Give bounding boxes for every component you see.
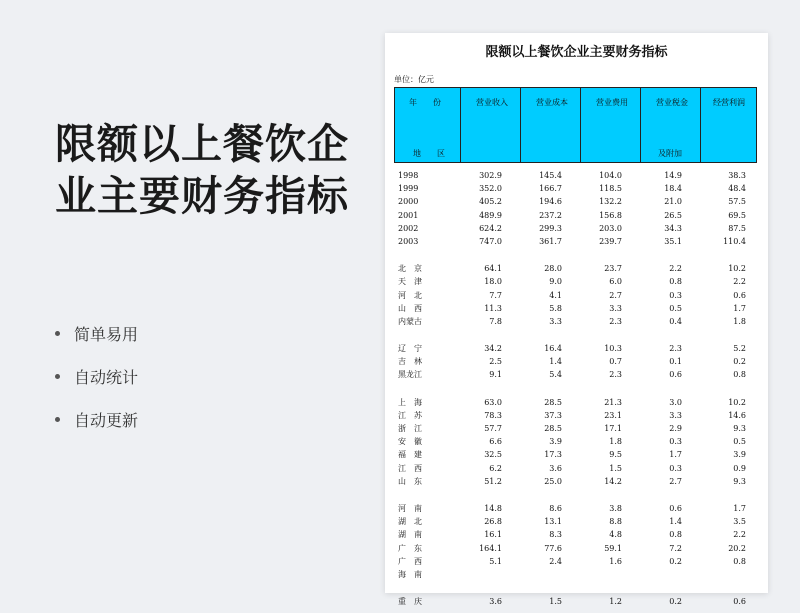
table-row [394,289,757,302]
table-cell: 361.7 [539,236,562,246]
table-cell: 7.7 [489,290,502,300]
table-cell: 1.7 [733,503,746,513]
table-cell: 3.3 [609,303,622,313]
feature-list [55,312,138,441]
header-col-label: 营业费用 [596,98,628,107]
header-year: 年 份 [409,98,441,107]
table-cell: 1.4 [549,357,562,367]
table-cell: 9.3 [733,424,746,433]
table-cell: 1.5 [549,597,562,607]
table-cell: 0.5 [733,437,746,447]
table-cell: 23.7 [604,264,622,274]
row-label: 浙 江 [398,424,422,433]
table-cell: 0.3 [669,437,682,447]
group-spacer [394,581,757,595]
header-col-label: 营业收入 [476,98,508,107]
feature-item [55,312,138,355]
table-cell: 9.3 [733,476,746,486]
table-cell: 14.2 [604,476,622,486]
table-cell: 3.0 [669,397,682,407]
row-label: 安 徽 [398,437,422,447]
group-spacer [394,328,757,342]
table-cell: 0.4 [669,316,682,326]
table-cell: 2.3 [609,370,622,380]
header-col [581,88,641,162]
feature-item [55,398,138,441]
table-cell: 9.0 [549,277,562,287]
table-row [394,396,757,409]
header-col [521,88,581,162]
table-cell: 0.6 [669,503,682,513]
table-cell: 164.1 [479,543,502,553]
row-label: 2000 [398,197,419,207]
table-cell: 32.5 [484,450,502,460]
table-row [394,222,757,235]
table-cell: 38.3 [728,171,746,180]
slide-title-line-2: 业主要财务指标 [55,172,349,220]
row-label: 2003 [398,236,419,246]
header-col [701,88,758,162]
table-cell: 13.1 [544,517,562,527]
table-cell: 352.0 [479,184,502,194]
table-cell: 237.2 [539,210,562,220]
table-cell: 0.6 [733,597,746,607]
table-row [394,262,757,275]
table-cell: 194.6 [539,197,562,207]
table-cell: 1.2 [609,597,622,607]
table-cell: 4.1 [549,290,562,300]
row-label: 内蒙古 [398,316,422,326]
table-body [394,169,757,608]
table-cell: 63.0 [484,397,502,407]
table-row [394,595,757,608]
row-label: 广 西 [398,556,422,566]
table-cell: 0.8 [669,530,682,540]
table-cell: 16.4 [544,344,562,354]
slide-title [55,118,349,222]
table-cell: 0.8 [733,556,746,566]
group-spacer [394,248,757,262]
table-cell: 104.0 [599,171,622,180]
table-cell: 21.3 [604,397,622,407]
table-cell: 1.7 [669,450,682,460]
table-cell: 11.3 [484,303,502,313]
table-cell: 2.7 [609,290,622,300]
table-cell: 6.6 [489,437,502,447]
table-cell: 3.3 [669,410,682,420]
row-label: 湖 北 [398,517,422,527]
table-cell: 6.2 [489,463,502,473]
table-cell: 35.1 [664,236,682,246]
table-cell: 26.8 [484,517,502,527]
table-header [394,87,757,163]
table-cell: 2.3 [609,316,622,326]
table-cell: 2.7 [669,476,682,486]
table-cell: 0.3 [669,290,682,300]
header-col-label: 经营利润 [713,98,745,107]
table-row [394,422,757,435]
table-cell: 1.8 [733,316,746,326]
row-label: 吉 林 [398,357,422,367]
table-cell: 0.2 [733,357,746,367]
feature-label: 自动统计 [74,368,139,387]
table-cell: 5.8 [549,303,562,313]
table-cell: 69.5 [728,210,746,220]
table-cell: 0.1 [669,357,682,367]
header-col [641,88,701,162]
row-label: 山 西 [398,303,422,313]
bullet-icon [55,417,60,422]
group-spacer [394,488,757,502]
table-row [394,235,757,248]
table-row [394,435,757,448]
table-cell: 3.8 [609,503,622,513]
table-cell: 18.0 [484,277,502,287]
table-cell: 1.5 [609,463,622,473]
table-cell: 8.8 [609,517,622,527]
row-label: 1999 [398,184,419,194]
header-col-label: 营业成本 [536,98,568,107]
table-row [394,195,757,208]
document-title: 限额以上餐饮企业主要财务指标 [485,45,668,60]
row-label: 河 南 [398,503,422,513]
table-cell: 2.4 [549,556,562,566]
table-cell: 0.6 [669,370,682,380]
row-label: 上 海 [398,397,422,407]
table-row [394,409,757,422]
row-label: 2002 [398,223,419,233]
table-cell: 7.2 [669,543,682,553]
row-label: 山 东 [398,476,422,486]
table-row [394,315,757,328]
table-cell: 203.0 [599,223,622,233]
table-row [394,355,757,368]
table-cell: 0.2 [669,597,682,607]
row-label: 海 南 [398,569,422,579]
table-cell: 21.0 [664,197,682,207]
table-cell: 77.6 [544,543,562,553]
table-cell: 37.3 [544,410,562,420]
table-row [394,448,757,461]
table-cell: 48.4 [728,184,746,194]
row-label: 湖 南 [398,530,422,540]
table-cell: 10.3 [604,344,622,354]
header-year-region [395,88,461,162]
table-cell: 14.6 [728,410,746,420]
table-cell: 17.1 [604,424,622,433]
table-row [394,182,757,195]
table-cell: 10.2 [728,264,746,274]
table-cell: 0.7 [609,357,622,367]
table-row [394,275,757,288]
table-cell: 405.2 [479,197,502,207]
table-cell: 23.1 [604,410,622,420]
row-label: 1998 [398,171,419,180]
table-cell: 3.9 [733,450,746,460]
row-label: 江 西 [398,463,422,473]
table-cell: 299.3 [539,223,562,233]
group-spacer [394,382,757,396]
row-label: 北 京 [398,264,422,274]
table-row [394,342,757,355]
row-label: 天 津 [398,277,422,287]
table-cell: 5.1 [489,556,502,566]
table-cell: 239.7 [599,236,622,246]
table-cell: 8.6 [549,503,562,513]
table-cell: 110.4 [723,236,746,246]
table-cell: 0.2 [669,556,682,566]
table-row [394,568,757,581]
table-row [394,515,757,528]
feature-label: 自动更新 [74,411,139,430]
table-cell: 1.8 [609,437,622,447]
row-label: 黑龙江 [398,370,422,380]
table-row [394,302,757,315]
table-row [394,555,757,568]
table-cell: 1.7 [733,303,746,313]
table-cell: 28.5 [544,424,562,433]
table-cell: 26.5 [664,210,682,220]
table-row [394,542,757,555]
table-cell: 9.1 [489,370,502,380]
table-cell: 10.2 [728,397,746,407]
table-cell: 489.9 [479,210,502,220]
bullet-icon [55,331,60,336]
row-label: 河 北 [398,290,422,300]
table-cell: 2.9 [669,424,682,433]
table-cell: 64.1 [484,264,502,274]
table-cell: 624.2 [479,223,502,233]
slide-title-line-1: 限额以上餐饮企 [55,120,349,168]
row-label: 福 建 [398,450,422,460]
table-cell: 747.0 [479,236,502,246]
table-cell: 5.2 [733,344,746,354]
table-cell: 0.3 [669,463,682,473]
table-cell: 34.3 [664,223,682,233]
table-cell: 25.0 [544,476,562,486]
table-cell: 132.2 [599,197,622,207]
row-label: 2001 [398,210,419,220]
table-cell: 14.9 [664,171,682,180]
table-cell: 2.2 [733,277,746,287]
table-cell: 156.8 [599,210,622,220]
table-cell: 59.1 [604,543,622,553]
header-region: 地 区 [413,149,445,158]
table-cell: 28.0 [544,264,562,274]
table-cell: 9.5 [609,450,622,460]
table-cell: 1.6 [609,556,622,566]
row-label: 江 苏 [398,410,422,420]
table-row [394,169,757,182]
row-label: 广 东 [398,543,422,553]
table-cell: 3.6 [489,597,502,607]
row-label: 辽 宁 [398,344,422,354]
table-cell: 57.7 [484,424,502,433]
table-cell: 4.8 [609,530,622,540]
feature-label: 简单易用 [74,325,139,344]
table-row [394,502,757,515]
table-cell: 145.4 [539,171,562,180]
table-cell: 57.5 [728,197,746,207]
table-cell: 118.5 [599,184,622,194]
row-label: 重 庆 [398,597,422,607]
table-cell: 17.3 [544,450,562,460]
table-cell: 18.4 [664,184,682,194]
table-cell: 87.5 [728,223,746,233]
table-cell: 3.6 [549,463,562,473]
table-cell: 3.3 [549,316,562,326]
table-cell: 0.8 [733,370,746,380]
table-cell: 2.2 [669,264,682,274]
table-cell: 166.7 [539,184,562,194]
table-cell: 78.3 [484,410,502,420]
table-cell: 302.9 [479,171,502,180]
table-cell: 0.9 [733,463,746,473]
table-row [394,368,757,381]
table-cell: 1.4 [669,517,682,527]
table-cell: 20.2 [728,543,746,553]
document-preview [385,33,768,607]
unit-label: 单位：亿元 [394,75,434,84]
table-cell: 51.2 [484,476,502,486]
header-col [461,88,521,162]
table-cell: 3.5 [733,517,746,527]
table-cell: 7.8 [489,316,502,326]
bullet-icon [55,374,60,379]
table-cell: 6.0 [609,277,622,287]
table-cell: 0.8 [669,277,682,287]
feature-item [55,355,138,398]
table-cell: 2.3 [669,344,682,354]
header-col-label-2: 及附加 [658,149,682,158]
table-cell: 16.1 [484,530,502,540]
table-cell: 0.5 [669,303,682,313]
table-cell: 5.4 [549,370,562,380]
table-cell: 2.5 [489,357,502,367]
table-cell: 3.9 [549,437,562,447]
table-cell: 8.3 [549,530,562,540]
table-row [394,475,757,488]
table-row [394,528,757,541]
table-row [394,209,757,222]
table-cell: 34.2 [484,344,502,354]
table-row [394,462,757,475]
table-cell: 2.2 [733,530,746,540]
table-cell: 14.8 [484,503,502,513]
table-cell: 28.5 [544,397,562,407]
table-cell: 0.6 [733,290,746,300]
header-col-label: 营业税金 [656,98,688,107]
